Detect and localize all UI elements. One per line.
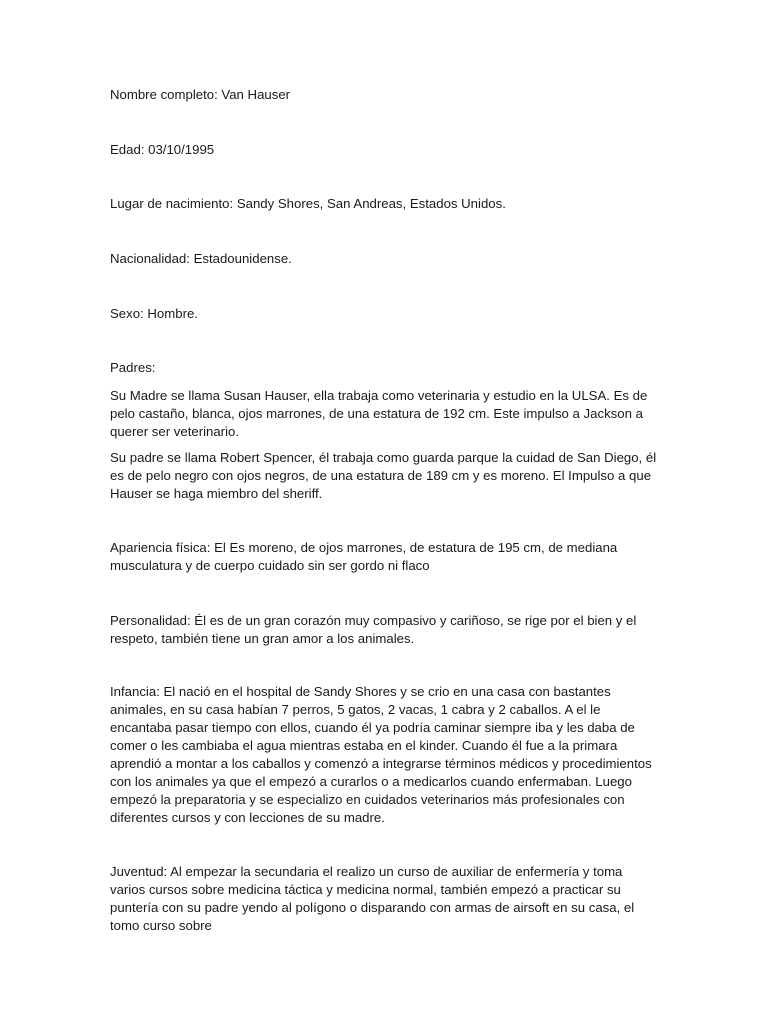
personality-paragraph: Personalidad: Él es de un gran corazón muy compasivo y cariñoso, se rige por el bien y el respeto, también tiene un gran amor a los animales. [110, 613, 637, 646]
nationality-line: Nacionalidad: Estadounidense. [110, 251, 292, 266]
father-paragraph: Su padre se llama Robert Spencer, él trabaja como guarda parque la cuidad de San Diego, él es de pelo negro con ojos negros, de una estatura de 189 cm y es moreno. El Impulso a que Hauser se haga miembro del sheriff. [110, 450, 657, 501]
parents-heading: Padres: [110, 360, 156, 375]
full-name-line: Nombre completo: Van Hauser [110, 87, 291, 102]
childhood-paragraph: Infancia: El nació en el hospital de Sandy Shores y se crio en una casa con bastantes animales, en su casa habían 7 perros, 5 gatos, 2 vacas, 1 cabra y 2 caballos. A el le encantaba pasar tiempo con ellos, cuando él ya podría caminar siempre iba y les daba de comer o les cambiaba el agua mientras estaba en el kinder. Cuando él fue a la primara aprendió a montar a los caballos y comenzó a integrarse términos médicos y procedimientos con los animales ya que el empezó a curarlos o a medicarlos cuando enfermaban. Luego empezó la preparatoria y se especializo en cuidados veterinarios más profesionales con diferentes cursos y con lecciones de su madre. [110, 684, 652, 825]
sex-line: Sexo: Hombre. [110, 306, 198, 321]
mother-paragraph: Su Madre se llama Susan Hauser, ella trabaja como veterinaria y estudio en la ULSA. Es de pelo castaño, blanca, ojos marrones, de una estatura de 192 cm. Este impulso a Jackson a querer ser veterinario. [110, 388, 648, 439]
birthplace-line: Lugar de nacimiento: Sandy Shores, San Andreas, Estados Unidos. [110, 196, 506, 211]
appearance-paragraph: Apariencia física: El Es moreno, de ojos marrones, de estatura de 195 cm, de mediana musculatura y de cuerpo cuidado sin ser gordo ni flaco [110, 540, 618, 573]
age-line: Edad: 03/10/1995 [110, 142, 215, 157]
youth-paragraph: Juventud: Al empezar la secundaria el realizo un curso de auxiliar de enfermería y toma varios cursos sobre medicina táctica y medicina normal, también empezó a practicar su puntería con su padre yendo al polígono o disparando con armas de airsoft en su casa, el tomo curso sobre [110, 864, 635, 933]
